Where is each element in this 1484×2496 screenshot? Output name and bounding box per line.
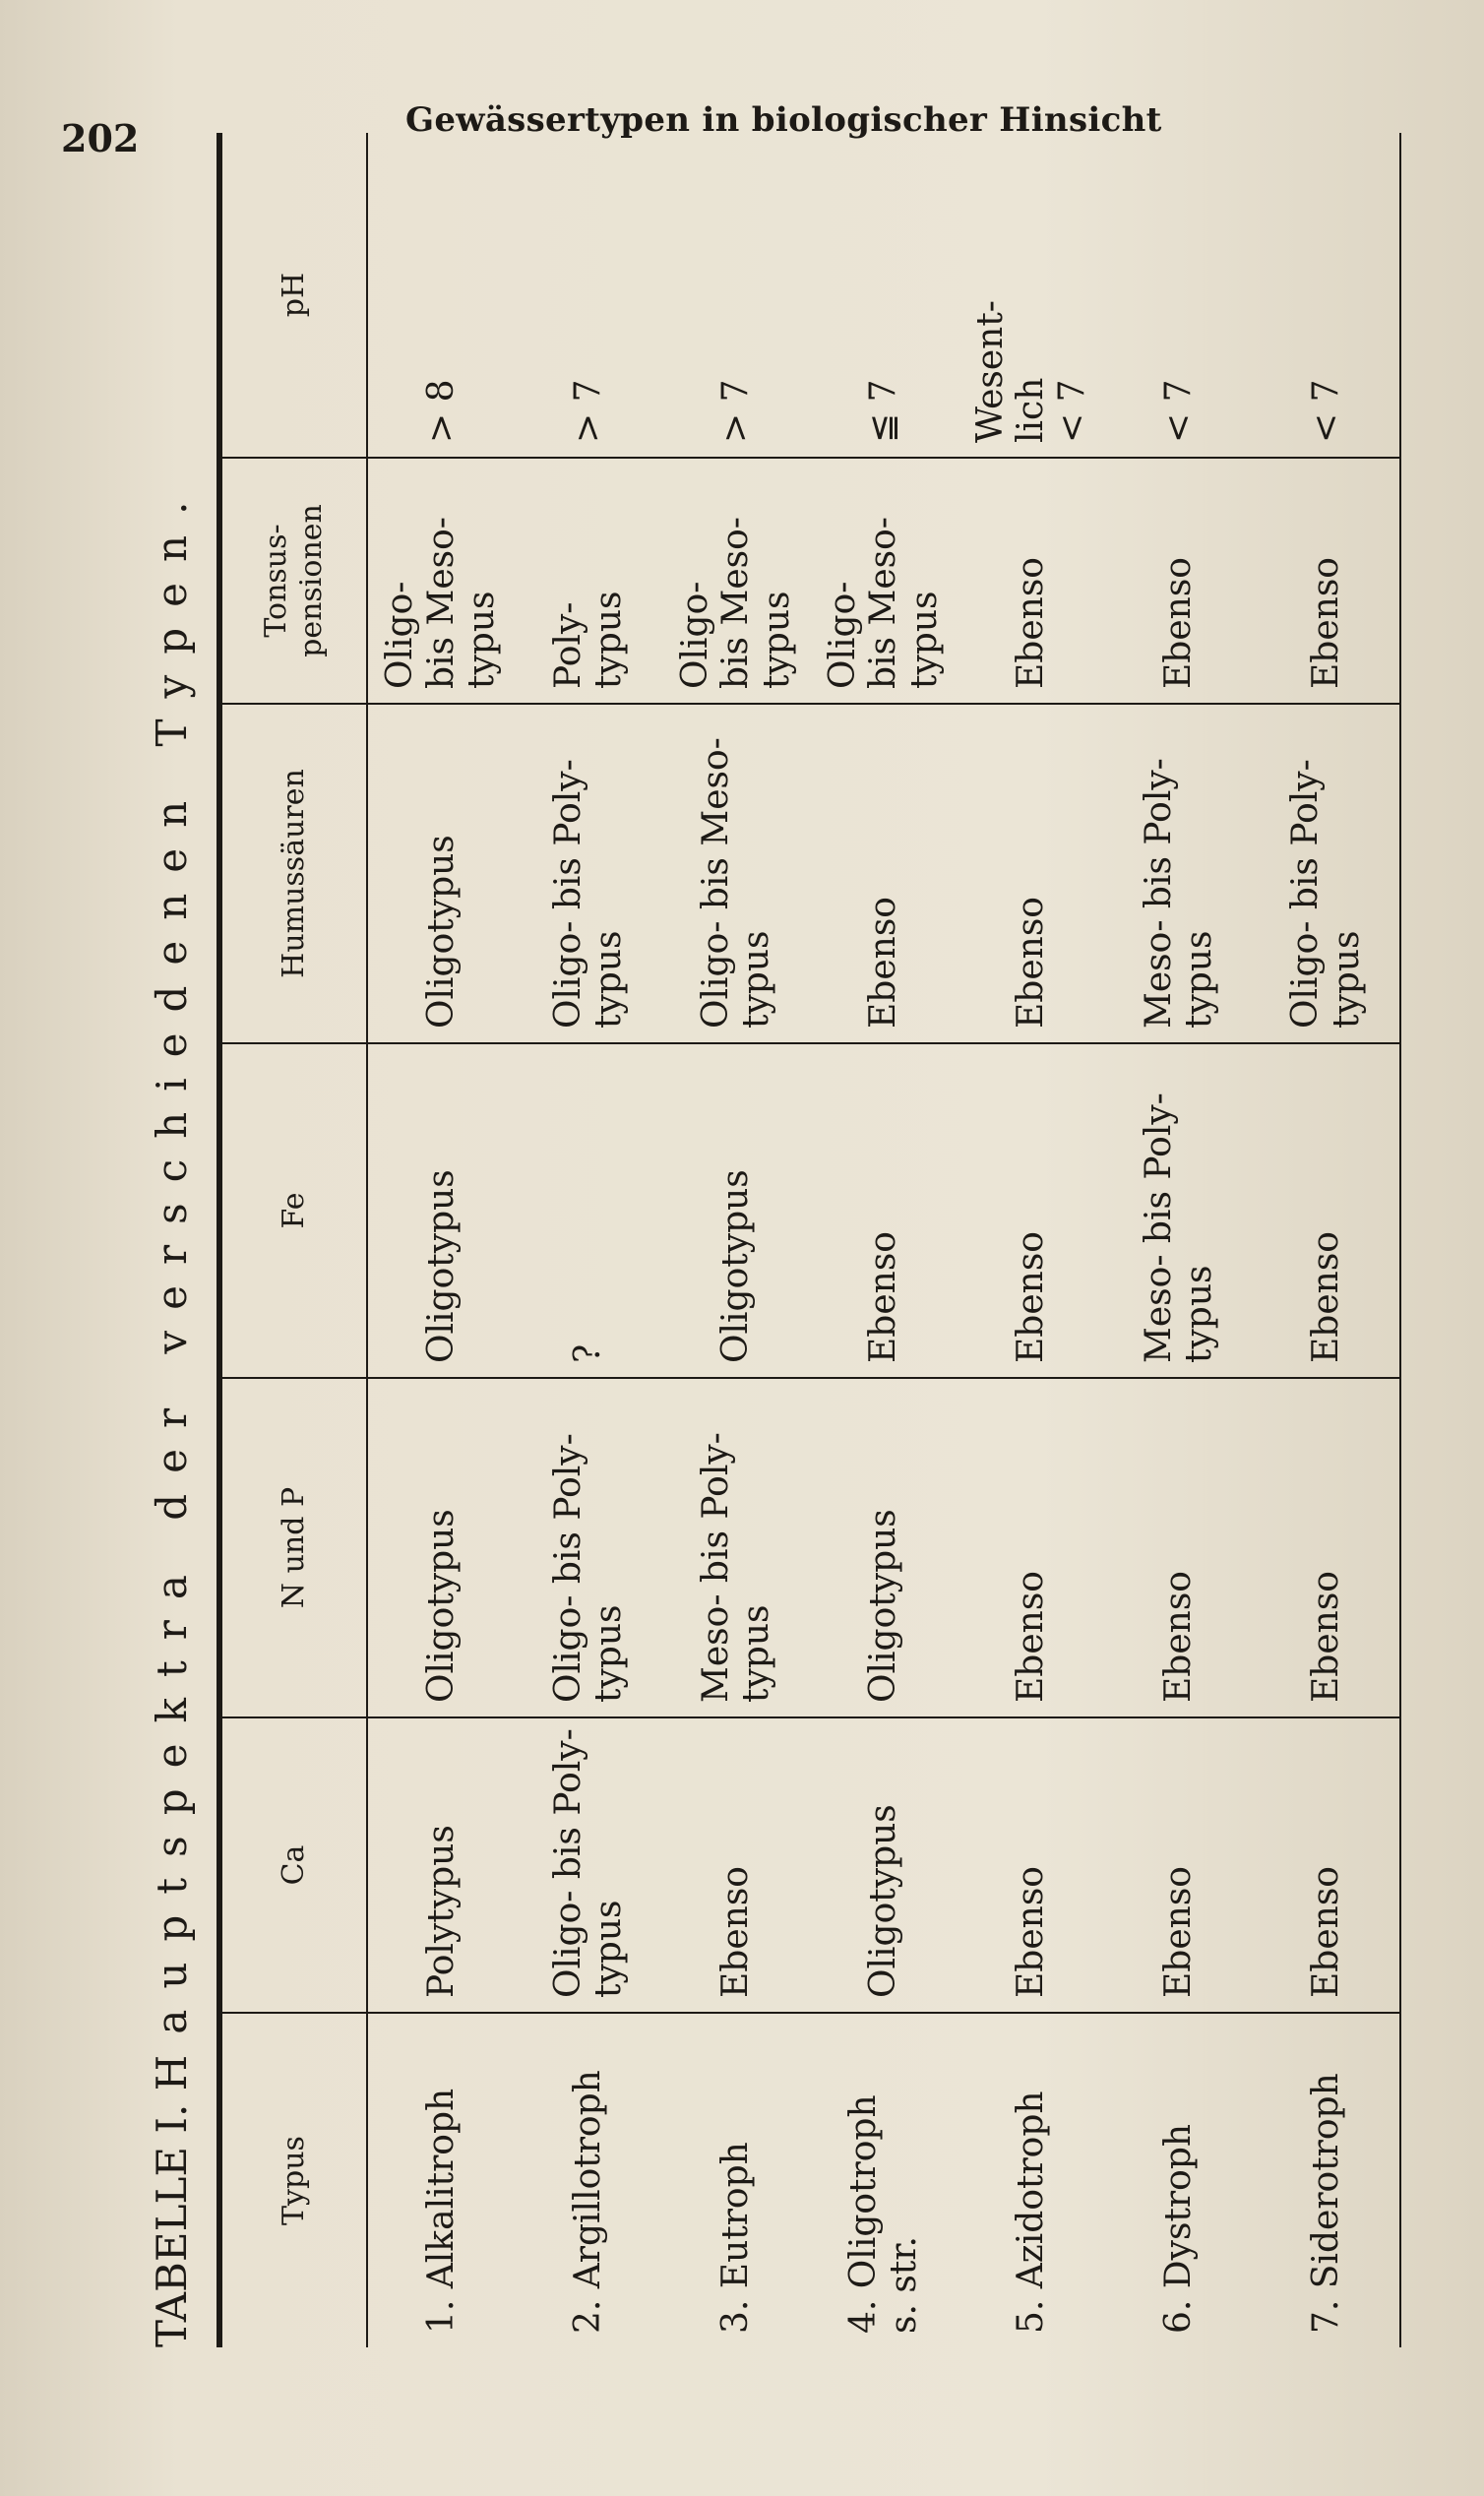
cell-col-ca: Ebenso (662, 1717, 810, 2013)
table-caption-text: Hauptspektra der verschiedenen Typen. (148, 480, 196, 2091)
cell-col-tonsuspensionen: Ebenso (1253, 458, 1400, 704)
header-col-ph: pH (219, 133, 367, 458)
cell-col-typus: 6. Dystroph (1158, 2123, 1200, 2334)
table-row (1105, 133, 1253, 2347)
running-head: Gewässertypen in biologischer Hinsicht (405, 100, 1162, 140)
cell-col-ca: Polytypus (367, 1717, 515, 2013)
header-col-humussaeuren: Humussäuren (219, 704, 367, 1043)
cell-col-tonsuspensionen: Oligo- bis Meso- typus (367, 458, 515, 704)
cell-col-ph: > 7 (515, 133, 662, 458)
rotated-table-block (138, 133, 1397, 2347)
cell-col-fe: Ebenso (1253, 1043, 1400, 1378)
table-caption-label: TABELLE I. (148, 2103, 196, 2347)
cell-col-humussaeuren: Ebenso (958, 704, 1105, 1043)
cell-col-ph: > 8 (367, 133, 515, 458)
cell-col-tonsuspensionen: Oligo- bis Meso- typus (810, 458, 958, 704)
cell-col-n-und-p: Ebenso (1253, 1378, 1400, 1717)
table-row (958, 133, 1105, 2347)
spectra-table (216, 133, 1401, 2347)
cell-col-ph: ≦ 7 (810, 133, 958, 458)
cell-col-fe: Oligotypus (662, 1043, 810, 1378)
table-caption (138, 481, 207, 2347)
table-row (662, 133, 810, 2347)
table-row (810, 133, 958, 2347)
cell-col-ca: Ebenso (1253, 1717, 1400, 2013)
cell-col-tonsuspensionen: Ebenso (958, 458, 1105, 704)
header-col-typus: Typus (219, 2013, 367, 2347)
cell-col-n-und-p: Ebenso (1105, 1378, 1253, 1717)
table-header-row (219, 133, 367, 2347)
cell-col-fe: Oligotypus (367, 1043, 515, 1378)
header-col-tonsuspensionen: Tonsus- pensionen (219, 458, 367, 704)
cell-col-n-und-p: Meso- bis Poly- typus (662, 1378, 810, 1717)
cell-col-ca: Ebenso (1105, 1717, 1253, 2013)
cell-col-n-und-p: Ebenso (958, 1378, 1105, 1717)
cell-col-ca: Oligotypus (810, 1717, 958, 2013)
cell-col-ph: < 7 (1253, 133, 1400, 458)
cell-col-humussaeuren: Ebenso (810, 704, 958, 1043)
table-row (367, 133, 515, 2347)
cell-col-fe: ? (515, 1043, 662, 1378)
cell-col-typus: 4. Oligotroph s. str. (842, 2094, 924, 2334)
cell-col-typus: 2. Argillotroph (568, 2070, 609, 2334)
cell-col-n-und-p: Oligotypus (367, 1378, 515, 1717)
table-row (1253, 133, 1400, 2347)
cell-col-ph: > 7 (662, 133, 810, 458)
cell-col-humussaeuren: Oligo- bis Poly- typus (515, 704, 662, 1043)
table-body (367, 133, 1400, 2347)
cell-col-ph: < 7 (1105, 133, 1253, 458)
cell-col-typus: 3. Eutroph (715, 2142, 757, 2334)
cell-col-fe: Ebenso (958, 1043, 1105, 1378)
cell-col-typus: 5. Azidotroph (1011, 2090, 1052, 2334)
cell-col-tonsuspensionen: Oligo- bis Meso- typus (662, 458, 810, 704)
table-row (515, 133, 662, 2347)
cell-col-humussaeuren: Oligo- bis Poly- typus (1253, 704, 1400, 1043)
page-number: 202 (61, 116, 140, 160)
cell-col-ph: Wesent- lich < 7 (958, 133, 1105, 458)
cell-col-ca: Ebenso (958, 1717, 1105, 2013)
header-col-ca: Ca (219, 1717, 367, 2013)
cell-col-tonsuspensionen: Ebenso (1105, 458, 1253, 704)
cell-col-fe: Ebenso (810, 1043, 958, 1378)
cell-col-n-und-p: Oligo- bis Poly- typus (515, 1378, 662, 1717)
cell-col-typus: 1. Alkalitroph (420, 2088, 462, 2334)
cell-col-fe: Meso- bis Poly- typus (1105, 1043, 1253, 1378)
cell-col-humussaeuren: Meso- bis Poly- typus (1105, 704, 1253, 1043)
cell-col-ca: Oligo- bis Poly- typus (515, 1717, 662, 2013)
header-col-n-und-p: N und P (219, 1378, 367, 1717)
cell-col-humussaeuren: Oligotypus (367, 704, 515, 1043)
cell-col-typus: 7. Siderotroph (1305, 2073, 1346, 2334)
header-col-fe: Fe (219, 1043, 367, 1378)
cell-col-n-und-p: Oligotypus (810, 1378, 958, 1717)
cell-col-tonsuspensionen: Poly- typus (515, 458, 662, 704)
cell-col-humussaeuren: Oligo- bis Meso- typus (662, 704, 810, 1043)
